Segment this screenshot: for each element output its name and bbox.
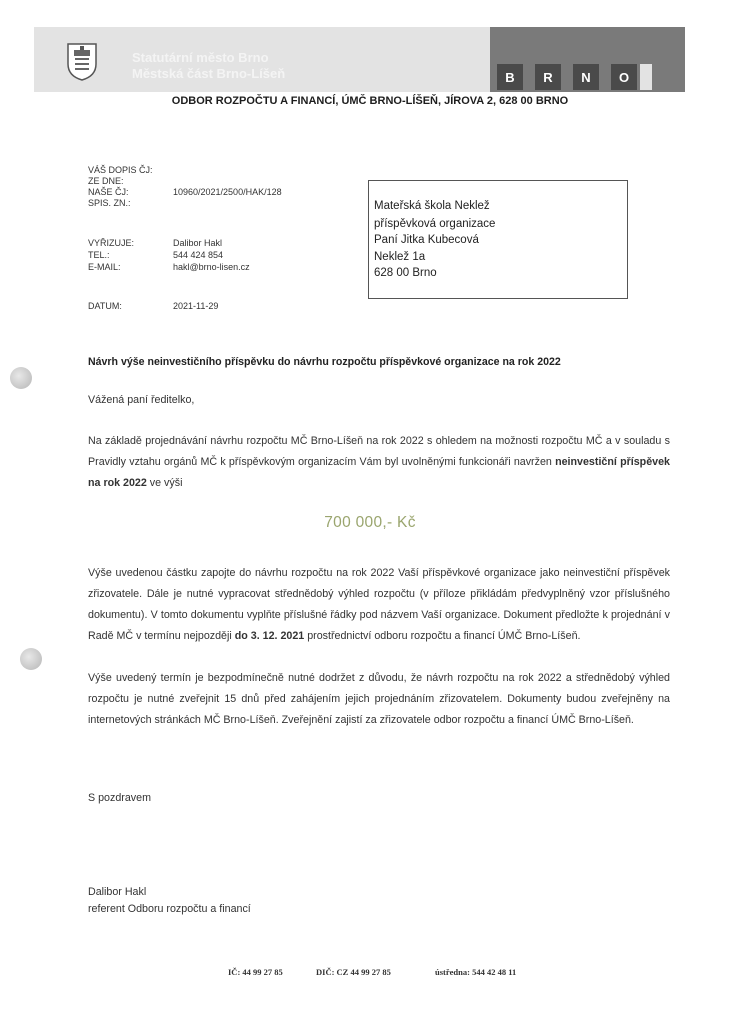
- paragraph-3: Výše uvedený termín je bezpodmínečně nutné dodržet z důvodu, že návrh rozpočtu na rok 2022 a střednědobý výhled rozpočtu je nutné zveřejnit 15 dnů před zahájením jejich projednáním zřizovatelem. Dokumenty budou zveřejněny na internetových stránkách MČ Brno-Líšeň. Zveřejnění zajistí za zřizovatele odbor rozpočtu a financí ÚMČ Brno-Líšeň.: [88, 672, 670, 726]
- brno-letter-n: N: [573, 64, 599, 90]
- meta-value: Dalibor Hakl: [173, 238, 223, 248]
- punch-hole: [20, 648, 42, 670]
- paragraph-bold: neinvestiční příspěvek na rok 2022: [88, 456, 670, 489]
- footer-dic: DIČ: CZ 44 99 27 85: [316, 967, 391, 977]
- meta-value: hakl@brno-lisen.cz: [173, 262, 250, 272]
- paragraph-text: Výše uvedenou částku zapojte do návrhu rozpočtu na rok 2022 Vaší příspěvkové organizace jako neinvestiční příspěvek zřizovatele. Dále je nutné vypracovat střednědobý výhled rozpočtu (v příloze přikládám předvyplněný vzor příslušného dokumentu). V tomto dokumentu vyplňte příslušné řádky pod názvem Vaší organizace. Dokument předložte k projednání v Radě MČ v termínu nejpozději: [88, 567, 670, 642]
- address-line: Neklež 1a: [374, 251, 426, 263]
- brno-letter-r: R: [535, 64, 561, 90]
- footer-ustredna: ústředna: 544 42 48 11: [435, 967, 517, 977]
- coat-of-arms-icon: [66, 42, 98, 82]
- paragraph-text: Na základě projednávání návrhu rozpočtu MČ Brno-Líšeň na rok 2022 s ohledem na možnosti rozpočtu MČ a v souladu s Pravidly vztahu orgánů MČ k příspěvkovým organizacím Vám byl uvolněnými funkcionáři navržen: [88, 435, 670, 468]
- meta-label: VÁŠ DOPIS ČJ:: [88, 165, 153, 175]
- signer-name: Dalibor Hakl: [88, 886, 147, 898]
- meta-value: 544 424 854: [173, 250, 224, 260]
- department-address: ODBOR ROZPOČTU A FINANCÍ, ÚMČ BRNO-LÍŠEŇ, JÍROVA 2, 628 00 BRNO: [171, 95, 569, 107]
- punch-hole: [10, 367, 32, 389]
- address-line: Mateřská škola Neklež: [374, 200, 490, 212]
- footer-ic: IČ: 44 99 27 85: [228, 967, 283, 977]
- meta-label: NAŠE ČJ:: [88, 187, 129, 197]
- meta-label: ZE DNE:: [88, 176, 124, 186]
- city-line-2: Městská část Brno-Líšeň: [132, 66, 286, 81]
- salutation: Vážená paní ředitelko,: [88, 394, 195, 406]
- brno-letter-b: B: [497, 64, 523, 90]
- brno-logo: [497, 64, 637, 90]
- address-line: 628 00 Brno: [374, 267, 437, 279]
- paragraph-text: ve výši: [146, 477, 183, 489]
- brno-letter-o: O: [611, 64, 637, 90]
- city-name: [132, 50, 285, 82]
- meta-value: 10960/2021/2500/HAK/128: [173, 187, 282, 197]
- meta-label: DATUM:: [88, 301, 122, 311]
- letter-subject: Návrh výše neinvestičního příspěvku do návrhu rozpočtu příspěvkové organizace na rok 2022: [88, 356, 561, 368]
- meta-label: VYŘIZUJE:: [88, 238, 135, 248]
- meta-label: SPIS. ZN.:: [88, 198, 131, 208]
- city-line-1: Statutární město Brno: [132, 50, 269, 65]
- paragraph-bold: do 3. 12. 2021: [234, 630, 305, 642]
- paragraph-1: [88, 431, 670, 494]
- meta-label: TEL.:: [88, 250, 110, 260]
- meta-value: 2021-11-29: [173, 301, 219, 311]
- closing: S pozdravem: [88, 792, 151, 804]
- address-line: příspěvková organizace: [374, 218, 496, 230]
- address-line: Paní Jitka Kubecová: [374, 234, 479, 246]
- paragraph-text: prostřednictví odboru rozpočtu a financí ÚMČ Brno-Líšeň.: [304, 630, 581, 642]
- meta-label: E-MAIL:: [88, 262, 121, 272]
- contribution-amount: 700 000,- Kč: [324, 514, 416, 531]
- signer-title: referent Odboru rozpočtu a financí: [88, 903, 251, 915]
- brno-logo-tail: [640, 64, 652, 90]
- paragraph-2: [88, 563, 670, 647]
